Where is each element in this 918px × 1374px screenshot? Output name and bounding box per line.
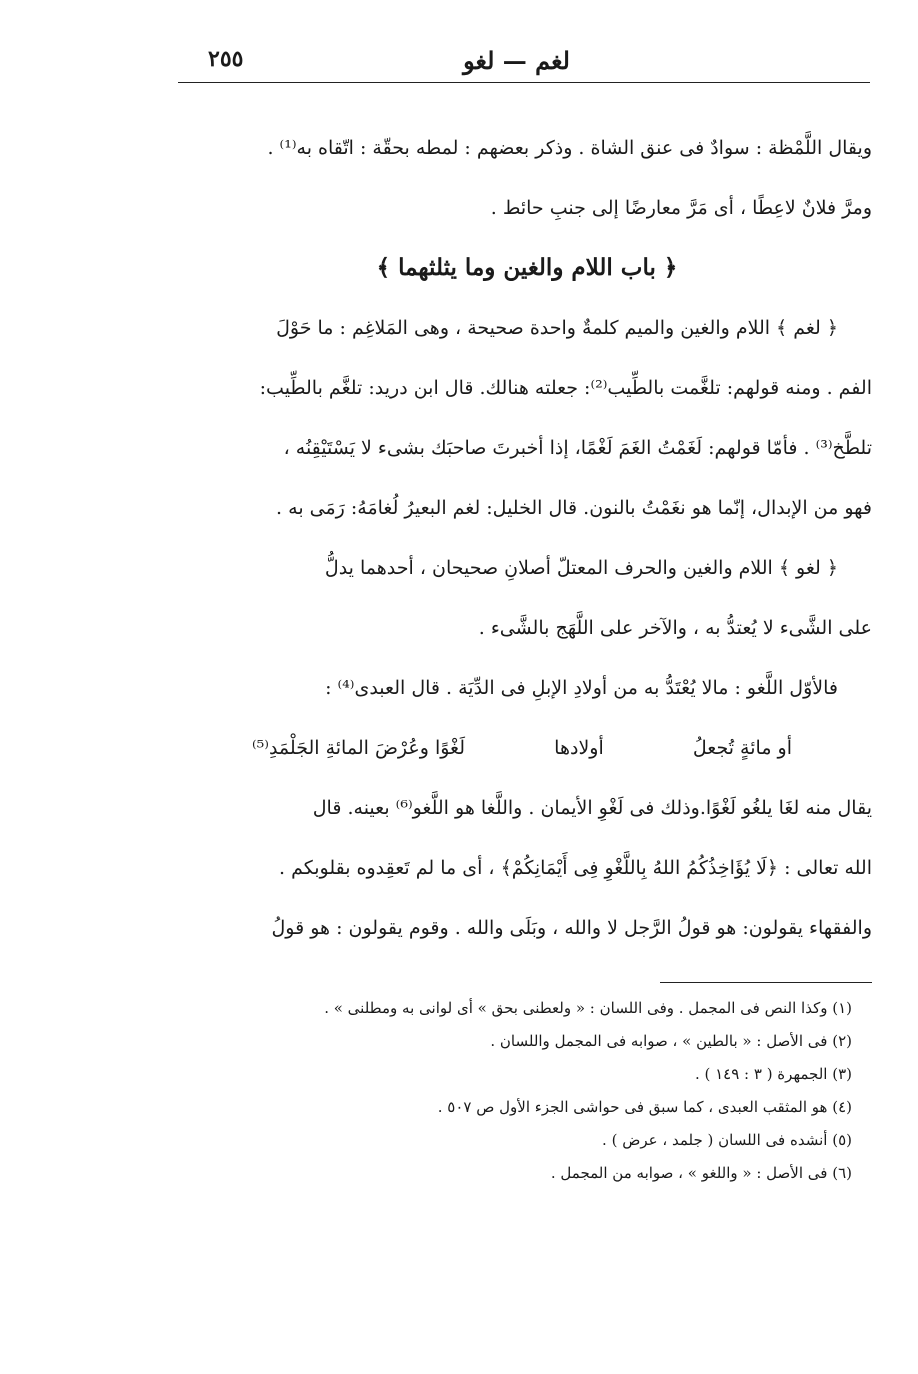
footnote: (٦) فى الأصل : « واللغو » ، صوابه من المجمل . [550,1164,852,1182]
footnotes [180,992,852,1190]
main-text [182,118,872,958]
text-line: الله تعالى : ﴿لَا يُؤَاخِذُكُمُ اللهُ بِاللَّغْوِ فِى أَيْمَانِكُمْ﴾ ، أى ما لم تَعقِدوه بقلوبكم . [279,857,872,879]
text-line: تلطَّخ⁽³⁾ . فأمّا قولهم: لَغَمْتُ الغَمَ لَغْمًا، إذا أخبرتَ صاحبَك بشىء لا يَسْتَيْقِنُه ، [283,437,872,459]
footnote: (٣) الجمهرة ( ٣ : ١٤٩ ) . [694,1065,852,1083]
text-line: فهو من الإبدال، إنّما هو نغَمْتُ بالنون. قال الخليل: لغم البعيرُ لُغامَهُ: رَمَى به . [276,497,872,519]
text-line: يقال منه لغَا يلغُو لَغْوًا.وذلك فى لَغْوِ الأيمان . واللَّغا هو اللَّغو⁽⁶⁾ بعينه. قال [312,797,872,819]
entry-line: ﴿ لغم ﴾ اللام والغين والميم كلمةٌ واحدة صحيحة ، وهى المَلاغِم : ما حَوْلَ [276,317,838,339]
page-number: ٢٥٥ [208,46,244,72]
text-line: ويقال اللَّمْظة : سوادٌ فى عنق الشاة . وذكر بعضهم : لمطه بحقّة : اتّقاه به⁽¹⁾ . [267,137,872,159]
page-header [178,42,870,83]
footnote: (٤) هو المثقب العبدى ، كما سبق فى حواشى الجزء الأول ص ٥٠٧ . [437,1098,852,1116]
entry-line: ﴿ لغو ﴾ اللام والغين والحرف المعتلّ أصلانِ صحيحان ، أحدهما يدلُّ [324,557,838,579]
poem-verse [182,718,872,778]
verse-part: أو مائةٍ تُجعلُ [692,737,792,759]
verse-part: أولادها [554,737,604,759]
footnote: (١) وكذا النص فى المجمل . وفى اللسان : « ولعطنى بحق » أى لوانى به ومطلنى » . [324,999,852,1017]
text-line: والفقهاء يقولون: هو قولُ الرَّجل لا والله ، وبَلَى والله . وقوم يقولون : هو قولُ [271,917,872,939]
verse-part: لَغْوًا وعُرْضَ المائةِ الجَلْمَدِ⁽⁵⁾ [252,737,465,759]
running-title: لغم — لغو [463,46,570,75]
text-line: على الشَّىء لا يُعتدُّ به ، والآخر على اللَّهَج بالشَّىء . [478,617,872,639]
footnote: (٥) أنشده فى اللسان ( جلمد ، عرض ) . [602,1131,852,1149]
text-line: ومرَّ فلانٌ لاعِطًا ، أى مَرَّ معارضًا إلى جنبِ حائط . [490,197,872,219]
text-line: الفم . ومنه قولهم: تلغَّمت بالطِّيب⁽²⁾: جعلته هنالك. قال ابن دريد: تلغَّم بالطِّيب: [259,377,872,399]
footnote-divider [660,982,872,983]
footnote: (٢) فى الأصل : « بالطين » ، صوابه فى المجمل واللسان . [490,1032,852,1050]
chapter-heading: ﴿ باب اللام والغين وما يثلثهما ﴾ [376,254,678,281]
text-line: فالأوّل اللَّغو : مالا يُعْتَدُّ به من أولادِ الإبلِ فى الدِّيَة . قال العبدى⁽⁴⁾ : [325,677,838,699]
